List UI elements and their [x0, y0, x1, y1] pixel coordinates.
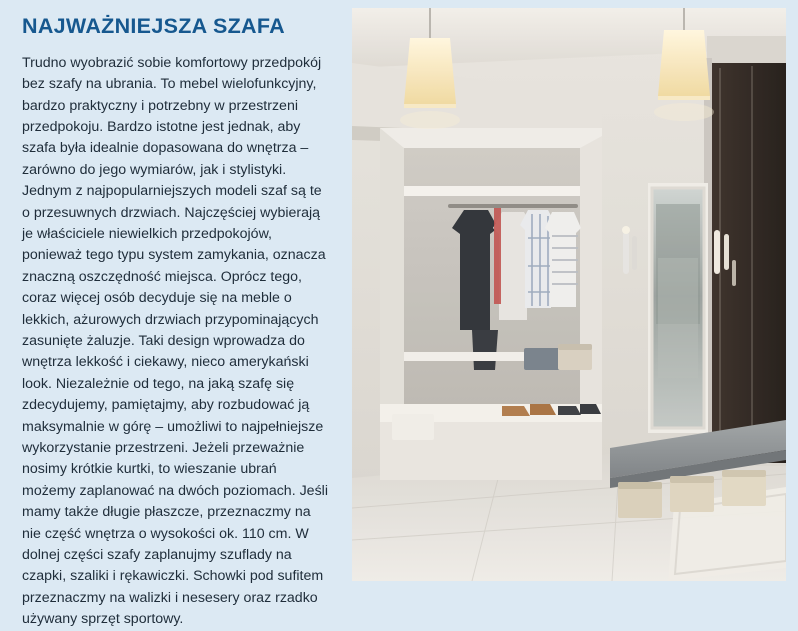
page-title: NAJWAŻNIEJSZA SZAFA — [22, 14, 285, 38]
photo-illustration — [352, 8, 786, 581]
hallway-wardrobe-photo — [352, 8, 786, 581]
article-body: Trudno wyobrazić sobie komfortowy przedpokój bez szafy na ubrania. To mebel wielofunkcyjny, bardzo praktyczny i potrzebny w przestrzeni przedpokoju. Bardzo istotne jest jednak, aby szafa była idealnie dopasowana do wnętrza – zarówno do jego wymiarów, jak i stylistyki. Jednym z najpopularniejszych modeli szaf są te o przesuwnych drzwiach. Najczęściej wybierają je właściciele niewielkich przedpokojów, ponieważ tego typu system zamykania, oznacza znaczną oszczędność miejsca. Oprócz tego, coraz więcej osób decyduje się na meble o lekkich, ażurowych drzwiach przypominających zasunięte żaluzje. Taki design wprowadza do wnętrza lekkość i ciekawy, nieco amerykański look. Niezależnie od tego, na jaką szafę się zdecydujemy, pamiętajmy, aby rozbudować ją maksymalnie w górę – umożliwi to najpełniejsze wykorzystanie przestrzeni. Jeżeli przeważnie nosimy krótkie kurtki, to wieszanie ubrań możemy zaplanować na dwóch poziomach. Jeśli mamy także długie płaszcze, przeznaczmy na nie część wnętrza o wysokości ok. 110 cm. W dolnej części szafy zaplanujmy szuflady na czapki, szaliki i rękawiczki. Schowki pod sufitem przeznaczmy na walizki i nesesery oraz rzadko używany sprzęt sportowy. — [22, 54, 328, 628]
text-column — [22, 14, 330, 631]
